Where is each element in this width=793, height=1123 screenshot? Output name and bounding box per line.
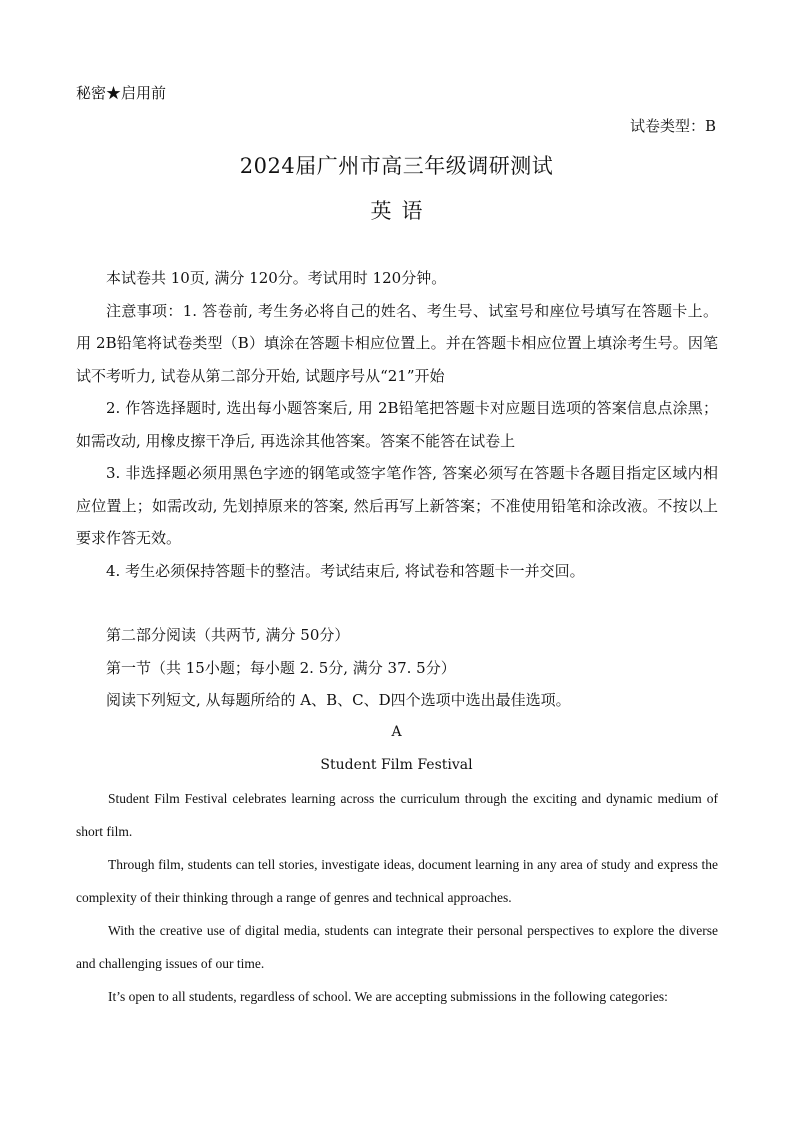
exam-subject: 英语: [370, 199, 433, 223]
instructions-block: [76, 262, 718, 587]
exam-intro: 本试卷共 10页, 满分 120分。考试用时 120分钟。: [106, 269, 447, 287]
passage-paragraph-3: With the creative use of digital media, students can integrate their personal perspectives to explore the diverse and challenging issues of our time.: [76, 923, 718, 971]
passage-letter: A: [391, 724, 402, 740]
paper-type-label: 试卷类型：B: [629, 117, 716, 135]
section-header-block: [76, 619, 718, 717]
passage-title: Student Film Festival: [320, 757, 473, 773]
passage-paragraph-2: Through film, students can tell stories, investigate ideas, document learning in any area of study and express the complexity of their thinking through a range of genres and technical approaches.: [76, 857, 718, 905]
instruction-note-1: 注意事项：1. 答卷前, 考生务必将自己的姓名、考生号、试室号和座位号填写在答题卡上。用 2B铅笔将试卷类型（B）填涂在答题卡相应位置上。并在答题卡相应位置上填涂考生号。因笔试不考听力, 试卷从第二部分开始, 试题序号从“21”开始: [76, 301, 718, 385]
exam-title: 2024届广州市高三年级调研测试: [239, 154, 554, 178]
confidential-label: 秘密★启用前: [76, 84, 167, 102]
passage-body: [76, 782, 718, 1013]
instruction-note-2: 2. 作答选择题时, 选出每小题答案后, 用 2B铅笔把答题卡对应题目选项的答案信息点涂黑；如需改动, 用橡皮擦干净后, 再选涂其他答案。答案不能答在试卷上: [76, 399, 718, 450]
instruction-note-4: 4. 考生必须保持答题卡的整洁。考试结束后, 将试卷和答题卡一并交回。: [106, 561, 585, 580]
section-part: 第二部分阅读（共两节, 满分 50分）: [106, 626, 350, 644]
passage-paragraph-1: Student Film Festival celebrates learning across the curriculum through the exciting and dynamic medium of short film.: [76, 791, 718, 839]
instruction-note-3: 3. 非选择题必须用黑色字迹的钢笔或签字笔作答, 答案必须写在答题卡各题目指定区域内相应位置上；如需改动, 先划掉原来的答案, 然后再写上新答案；不准使用铅笔和涂改液。不按以上要求作答无效。: [76, 464, 718, 547]
section-subsection: 第一节（共 15小题；每小题 2. 5分, 满分 37. 5分）: [106, 658, 456, 677]
section-direction: 阅读下列短文, 从每题所给的 A、B、C、D四个选项中选出最佳选项。: [106, 691, 571, 709]
passage-paragraph-4: It’s open to all students, regardless of school. We are accepting submissions in the following categories:: [108, 989, 668, 1004]
